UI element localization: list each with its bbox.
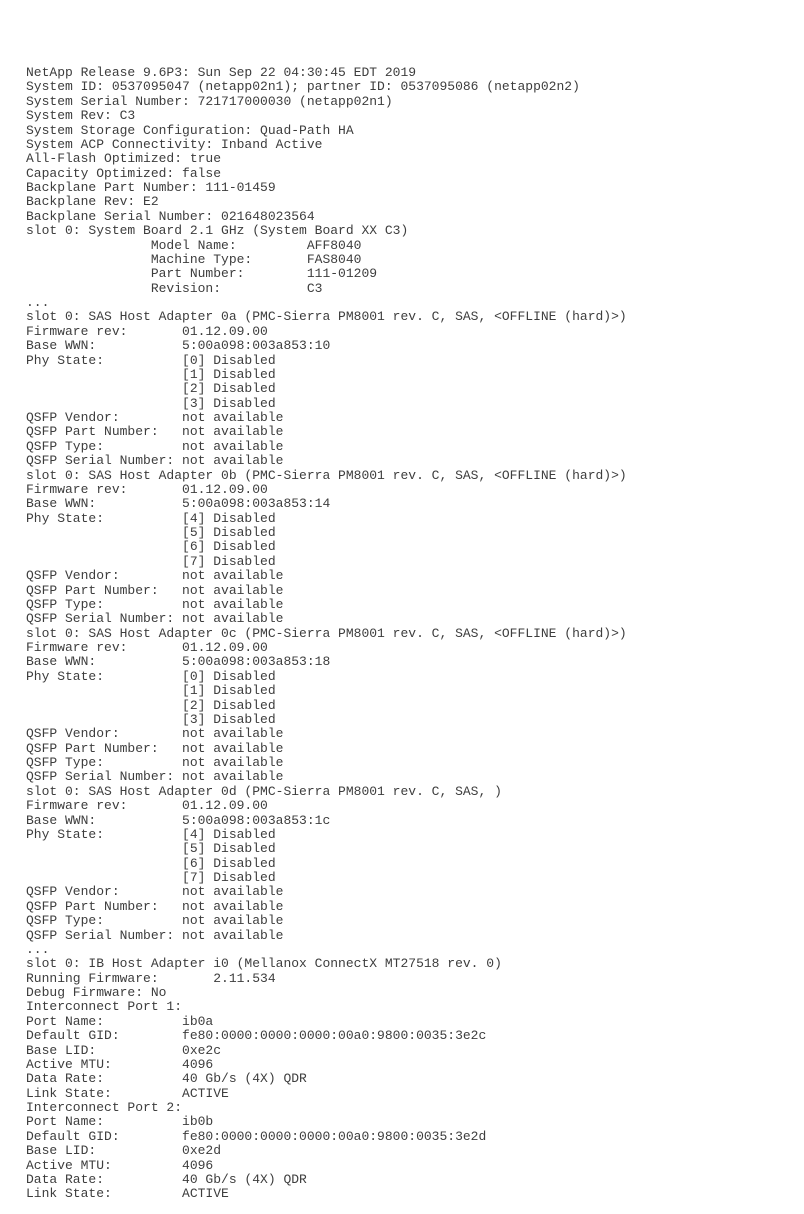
console-line: Active MTU: 4096 <box>26 1056 214 1072</box>
console-line: [6] Disabled <box>26 539 276 555</box>
console-line: Port Name: ib0a <box>26 1013 214 1029</box>
console-line: System ACP Connectivity: Inband Active <box>26 136 323 152</box>
console-line: slot 0: SAS Host Adapter 0c (PMC-Sierra PM8001 rev. C, SAS, <OFFLINE (hard)>) <box>26 625 627 641</box>
console-line: QSFP Type: not available <box>26 755 284 770</box>
console-line: Data Rate: 40 Gb/s (4X) QDR <box>26 1071 307 1087</box>
console-line: Interconnect Port 2: <box>26 1100 183 1115</box>
console-line: ... <box>26 295 50 310</box>
console-line: QSFP Vendor: not available <box>26 884 284 900</box>
console-line: Backplane Rev: E2 <box>26 194 159 210</box>
console-line: slot 0: SAS Host Adapter 0d (PMC-Sierra PM8001 rev. C, SAS, ) <box>26 783 502 799</box>
console-line: [1] Disabled <box>26 366 276 382</box>
console-line: Firmware rev: 01.12.09.00 <box>26 798 268 814</box>
console-line: QSFP Vendor: not available <box>26 726 284 742</box>
console-line: Model Name: AFF8040 <box>26 237 362 253</box>
console-output <box>26 66 627 1202</box>
console-line: Base WWN: 5:00a098:003a853:1c <box>26 812 331 828</box>
console-line: Base WWN: 5:00a098:003a853:10 <box>26 338 331 354</box>
console-line: Backplane Serial Number: 021648023564 <box>26 208 315 224</box>
console-line: QSFP Serial Number: not available <box>26 453 284 469</box>
console-line: Data Rate: 40 Gb/s (4X) QDR <box>26 1171 307 1187</box>
console-line: Firmware rev: 01.12.09.00 <box>26 323 268 339</box>
console-line: Base WWN: 5:00a098:003a853:14 <box>26 496 331 512</box>
console-line: [3] Disabled <box>26 395 276 411</box>
console-line: All-Flash Optimized: true <box>26 151 222 167</box>
console-line: Default GID: fe80:0000:0000:0000:00a0:9800:0035:3e2c <box>26 1028 487 1044</box>
console-line: Base LID: 0xe2c <box>26 1042 222 1058</box>
console-line: Default GID: fe80:0000:0000:0000:00a0:9800:0035:3e2d <box>26 1128 487 1144</box>
console-line: System Serial Number: 721717000030 (netapp02n1) <box>26 93 393 109</box>
console-line: Running Firmware: 2.11.534 <box>26 970 276 986</box>
console-line: Firmware rev: 01.12.09.00 <box>26 640 268 655</box>
console-line: QSFP Type: not available <box>26 913 284 929</box>
console-line: QSFP Vendor: not available <box>26 568 284 584</box>
console-line: Link State: ACTIVE <box>26 1085 229 1101</box>
console-line: Machine Type: FAS8040 <box>26 251 362 267</box>
console-line: Link State: ACTIVE <box>26 1186 229 1202</box>
console-line: System Storage Configuration: Quad-Path HA <box>26 122 354 138</box>
console-line: QSFP Part Number: not available <box>26 582 284 598</box>
console-line: [2] Disabled <box>26 381 276 397</box>
console-line: NetApp Release 9.6P3: Sun Sep 22 04:30:45 EDT 2019 <box>26 65 417 80</box>
console-line: Phy State: [4] Disabled <box>26 510 276 526</box>
console-line: Part Number: 111-01209 <box>26 266 378 282</box>
console-line: [7] Disabled <box>26 553 276 569</box>
console-line: slot 0: SAS Host Adapter 0a (PMC-Sierra PM8001 rev. C, SAS, <OFFLINE (hard)>) <box>26 309 627 325</box>
console-line: QSFP Part Number: not available <box>26 898 284 914</box>
console-line: Phy State: [0] Disabled <box>26 352 276 368</box>
console-line: QSFP Serial Number: not available <box>26 769 284 785</box>
console-line: slot 0: SAS Host Adapter 0b (PMC-Sierra PM8001 rev. C, SAS, <OFFLINE (hard)>) <box>26 467 627 483</box>
console-line: QSFP Part Number: not available <box>26 424 284 440</box>
console-line: Phy State: [0] Disabled <box>26 668 276 684</box>
console-line: Base WWN: 5:00a098:003a853:18 <box>26 654 331 670</box>
console-line: [5] Disabled <box>26 525 276 540</box>
console-line: [2] Disabled <box>26 697 276 713</box>
console-line: Capacity Optimized: false <box>26 165 222 181</box>
console-line: Firmware rev: 01.12.09.00 <box>26 481 268 497</box>
console-line: [1] Disabled <box>26 683 276 699</box>
console-line: System ID: 0537095047 (netapp02n1); partner ID: 0537095086 (netapp02n2) <box>26 79 580 95</box>
console-line: slot 0: IB Host Adapter i0 (Mellanox ConnectX MT27518 rev. 0) <box>26 956 502 972</box>
console-line: [5] Disabled <box>26 841 276 857</box>
console-line: Revision: C3 <box>26 280 323 296</box>
console-line: slot 0: System Board 2.1 GHz (System Board XX C3) <box>26 223 409 239</box>
console-line: QSFP Type: not available <box>26 596 284 612</box>
console-line: Debug Firmware: No <box>26 985 167 1000</box>
console-line: QSFP Serial Number: not available <box>26 927 284 943</box>
console-line: [7] Disabled <box>26 870 276 885</box>
console-line: QSFP Part Number: not available <box>26 740 284 756</box>
console-line: Port Name: ib0b <box>26 1114 214 1130</box>
console-line: Phy State: [4] Disabled <box>26 826 276 842</box>
console-line: ... <box>26 941 50 957</box>
console-line: QSFP Vendor: not available <box>26 410 284 425</box>
console-line: QSFP Type: not available <box>26 438 284 454</box>
console-line: Base LID: 0xe2d <box>26 1143 222 1159</box>
console-line: System Rev: C3 <box>26 108 136 124</box>
console-line: Backplane Part Number: 111-01459 <box>26 180 276 195</box>
console-line: QSFP Serial Number: not available <box>26 611 284 627</box>
console-line: Active MTU: 4096 <box>26 1157 214 1173</box>
console-line: Interconnect Port 1: <box>26 999 183 1015</box>
console-line: [6] Disabled <box>26 855 276 871</box>
console-line: [3] Disabled <box>26 711 276 727</box>
